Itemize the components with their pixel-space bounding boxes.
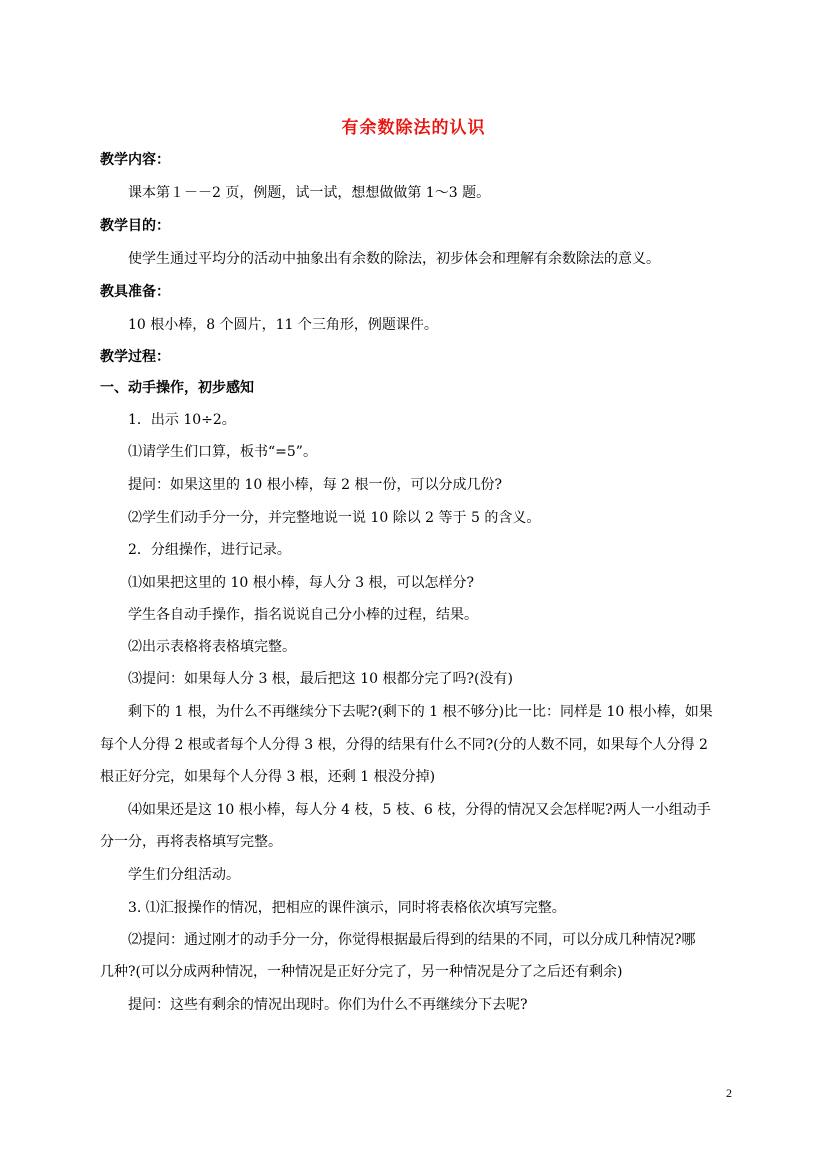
paragraph: 提问：这些有剩余的情况出现时。你们为什么不再继续分下去呢?	[128, 997, 528, 1013]
paragraph: 10 根小棒，8 个圆片，11 个三角形，例题课件。	[128, 317, 438, 333]
paragraph: 1．出示 10÷2。	[128, 412, 236, 428]
paragraph-line: 分一分，再将表格填写完整。	[100, 834, 282, 850]
document-title: 有余数除法的认识	[341, 118, 486, 138]
paragraph-line: 根正好分完，如果每个人分得 3 根，还剩 1 根没分掉)	[100, 769, 436, 785]
paragraph: ⑶提问：如果每人分 3 根，最后把这 10 根都分完了吗?(没有)	[128, 671, 513, 687]
paragraph-line: 剩下的 1 根，为什么不再继续分下去呢?(剩下的 1 根不够分)比一比：同样是 10 根小棒，如果	[128, 704, 713, 720]
heading-teaching-goal: 教学目的：	[100, 218, 170, 234]
heading-teaching-aids: 教具准备：	[100, 284, 170, 300]
page-number: 2	[726, 1086, 732, 1100]
section-heading-1: 一、动手操作，初步感知	[100, 380, 254, 396]
heading-teaching-content: 教学内容：	[100, 152, 170, 168]
paragraph: ⑴请学生们口算，板书“=5”。	[128, 444, 317, 460]
paragraph-line: ⑷如果还是这 10 根小棒，每人分 4 枝，5 枝、6 枝，分得的情况又会怎样呢?两人一小组动手	[128, 802, 711, 818]
paragraph: 使学生通过平均分的活动中抽象出有余数的除法，初步体会和理解有余数除法的意义。	[128, 251, 660, 267]
paragraph: 2．分组操作，进行记录。	[128, 542, 291, 558]
paragraph-line: ⑵提问：通过刚才的动手分一分，你觉得根据最后得到的结果的不同，可以分成几种情况?哪	[128, 932, 696, 948]
paragraph: ⑴如果把这里的 10 根小棒，每人分 3 根，可以怎样分?	[128, 575, 475, 591]
paragraph: 课本第１－－2 页，例题，试一试，想想做做第 1～3 题。	[128, 185, 491, 201]
paragraph: ⑵出示表格将表格填完整。	[128, 639, 296, 655]
paragraph-line: 每个人分得 2 根或者每个人分得 3 根，分得的结果有什么不同?(分的人数不同，如果每个人分得 2	[100, 737, 708, 753]
paragraph: ⑵学生们动手分一分，并完整地说一说 10 除以 2 等于 5 的含义。	[128, 510, 541, 526]
paragraph: 学生们分组活动。	[128, 867, 240, 883]
paragraph: 3. ⑴汇报操作的情况，把相应的课件演示，同时将表格依次填写完整。	[128, 900, 566, 916]
paragraph: 提问：如果这里的 10 根小棒，每 2 根一份，可以分成几份?	[128, 477, 503, 493]
paragraph: 学生各自动手操作，指名说说自己分小棒的过程，结果。	[128, 607, 478, 623]
heading-teaching-process: 教学过程：	[100, 349, 170, 365]
paragraph-line: 几种?(可以分成两种情况，一种情况是正好分完了，另一种情况是分了之后还有剩余)	[100, 964, 623, 980]
